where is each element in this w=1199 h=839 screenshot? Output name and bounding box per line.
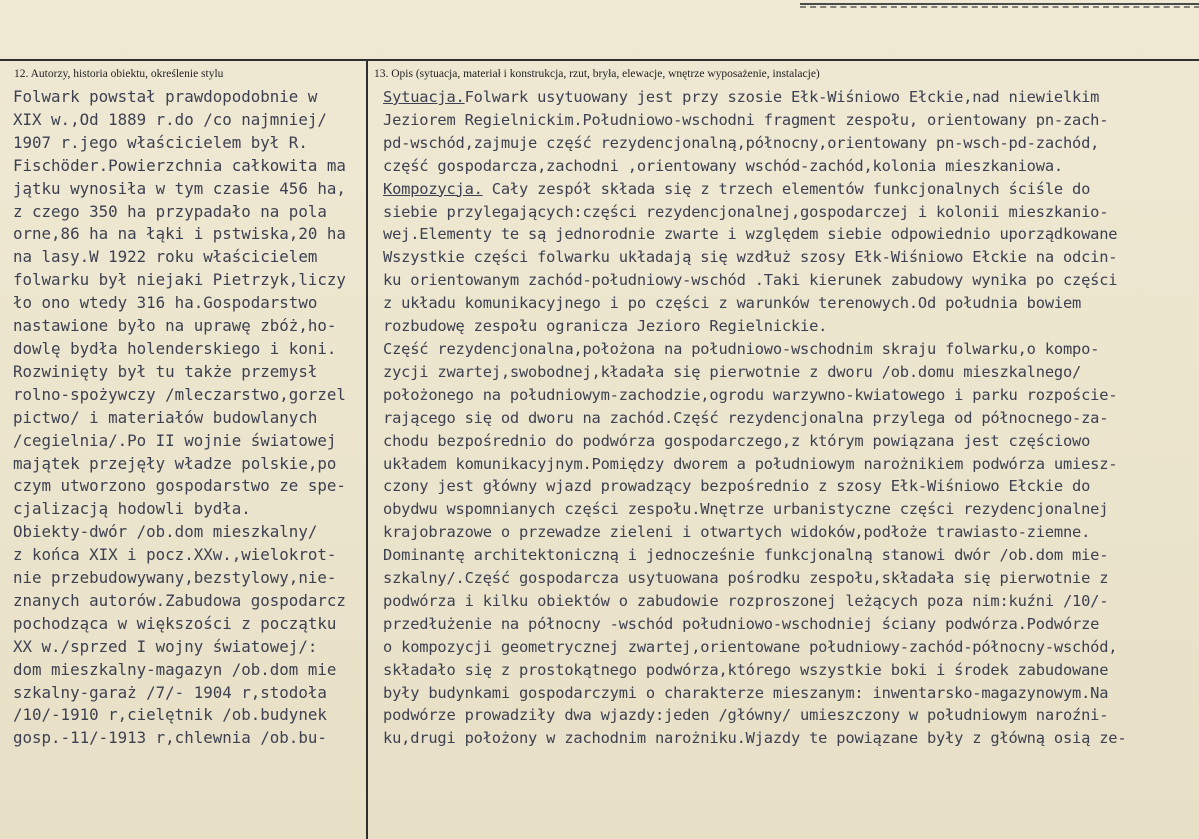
text-line: szkalny/.Część gospodarcza usytuowana pośrodku zespołu,składała się pierwotnie z — [383, 569, 1109, 588]
text-line: dowlę bydła holenderskiego i koni. — [13, 338, 337, 358]
text-line: z czego 350 ha przypadało na pola — [13, 201, 327, 221]
text-line: 1907 r.jego właścicielem był R. — [13, 132, 308, 152]
text-line: dom mieszkalny-magazyn /ob.dom mie — [13, 659, 337, 679]
text-line: jątku wynosiła w tym czasie 456 ha, — [13, 178, 346, 198]
text-line: Rozwinięty był tu także przemysł — [13, 361, 318, 381]
text-line: Obiekty-dwór /ob.dom mieszkalny/ — [13, 522, 318, 542]
text-line: na lasy.W 1922 roku właścicielem — [13, 247, 318, 267]
text-line: były budynkami gospodarczymi o charakterze mieszanym: inwentarsko-magazynowym.Na — [383, 683, 1109, 702]
text-line: zycji zwartej,swobodnej,kładała się pierwotnie z dworu /ob.domu mieszkalnego/ — [383, 362, 1082, 381]
text-line: XIX w.,Od 1889 r.do /co najmniej/ — [13, 109, 327, 129]
section-12-header: 12. Autorzy, historia obiektu, określenie stylu — [14, 68, 224, 80]
text-line: majątek przejęły władze polskie,po — [13, 453, 337, 473]
text-line: Fischöder.Powierzchnia całkowita ma — [13, 155, 346, 175]
text-line: Folwark powstał prawdopodobnie w — [13, 87, 318, 106]
kompozycja-label: Kompozycja. — [383, 179, 483, 198]
text-line: folwarku był niejaki Pietrzyk,liczy — [13, 270, 346, 290]
text-line: Jeziorem Regielnickim.Południowo-wschodni fragment zespołu, orientowany pn-zach- — [383, 110, 1109, 129]
text-line: gosp.-11/-1913 r,chlewnia /ob.bu- — [13, 728, 327, 748]
text-line: /cegielnia/.Po II wojnie światowej — [13, 430, 337, 450]
text-line: obydwu wspomnianych części zespołu.Wnętrze urbanistyczne części rezydencjonalnej — [383, 500, 1109, 519]
text-line: rozbudowę zespołu ogranicza Jezioro Regielnickie. — [383, 317, 828, 336]
text-line: podwórze prowadziły dwa wjazdy:jeden /główny/ umieszczony w południowym naroźni- — [383, 706, 1109, 725]
text-line: ku,drugi położony w zachodnim narożniku.Wjazdy te powiązane były z główną osią ze- — [383, 729, 1127, 748]
text-line: czym utworzono gospodarstwo ze spe- — [13, 476, 346, 496]
text-line: pictwo/ i materiałów budowlanych — [13, 407, 318, 427]
text-line: położonego na południowym-zachodzie,ogrodu warzywno-kwiatowego i parku rozpoście- — [383, 385, 1118, 404]
text-line: podwórza i kilku obiektów o zabudowie rozproszonej leżących poza nim:kuźni /10/- — [383, 591, 1109, 610]
text-line: ku orientowanym zachód-południowy-wschód .Taki kierunek zabudowy wynika po części — [383, 271, 1118, 290]
text-line: orne,86 ha na łąki i pstwiska,20 ha — [13, 224, 346, 244]
text-line: /10/-1910 r,cielętnik /ob.budynek — [13, 705, 327, 725]
text-line: nie przebudowywany,bezstylowy,nie- — [13, 568, 337, 588]
sytuacja-label: Sytuacja. — [383, 88, 465, 106]
text-line: z końca XIX i pocz.XXw.,wielokrot- — [13, 545, 337, 565]
text-line: Część rezydencjonalna,położona na południowo-wschodnim skraju folwarku,o kompo- — [383, 339, 1100, 358]
text-line — [383, 178, 1126, 201]
text-line: szkalny-garaż /7/- 1904 r,stodoła — [13, 682, 327, 702]
text-line: cjalizacją hodowli bydła. — [13, 499, 251, 519]
section-13-header: 13. Opis (sytuacja, materiał i konstrukcja, rzut, bryła, elewacje, wnętrze wyposażenie, instalacje) — [374, 68, 820, 80]
text-line: Wszystkie części folwarku układają się wzdłuż szosy Ełk-Wiśniowo Ełckie na odcin- — [383, 248, 1118, 267]
text-line: siebie przylegających:części rezydencjonalnej,gospodarczej i kolonii mieszkanio- — [383, 202, 1109, 221]
text-line: przedłużenie na północny -wschód południowo-wschodniej ściany podwórza.Podwórze — [383, 614, 1100, 633]
section-13-text — [383, 86, 1126, 750]
text-line: układem komunikacyjnym.Pomiędzy dworem a południowym narożnikiem podwórza umiesz- — [383, 454, 1118, 473]
text-line: wej.Elementy te są jednorodnie zwarte i względem siebie odpowiednio uporządkowane — [383, 225, 1118, 244]
text-line: składało się z prostokątnego podwórza,którego wszystkie boki i środek zabudowane — [383, 660, 1109, 679]
text-line: nastawione było na uprawę zbóż,ho- — [13, 316, 337, 336]
text-line: pochodząca w większości z początku — [13, 613, 337, 633]
sytuacja-text: Folwark usytuowany jest przy szosie Ełk-Wiśniowo Ełckie,nad niewielkim — [464, 88, 1100, 106]
text-line: ło ono wtedy 316 ha.Gospodarstwo — [13, 293, 318, 313]
text-line: czony jest główny wjazd prowadzący bezpośrednio z szosy Ełk-Wiśniowo Ełckie do — [383, 477, 1091, 496]
kompozycja-text: Cały zespół składa się z trzech elementów funkcjonalnych ściśle do — [482, 179, 1091, 198]
text-line: rolno-spożywczy /mleczarstwo,gorzel — [13, 384, 346, 404]
section-12-text — [13, 86, 346, 750]
column-divider — [366, 60, 368, 839]
text-line: część gospodarcza,zachodni ,orientowany wschód-zachód,kolonia mieszkaniowa. — [383, 156, 1063, 175]
text-line — [383, 86, 1126, 109]
text-line: Dominantę architektoniczną i jednocześnie funkcjonalną stanowi dwór /ob.dom mie- — [383, 546, 1109, 565]
text-line: krajobrazowe o przewadze zieleni i otwartych widoków,podłoże trawiasto-ziemne. — [383, 523, 1091, 542]
text-line: o kompozycji geometrycznej zwartej,orientowane południowy-zachód-północny-wschód, — [383, 637, 1118, 656]
text-line: z układu komunikacyjnego i po części z warunków terenowych.Od południa bowiem — [383, 294, 1082, 313]
text-line: XX w./sprzed I wojny światowej/: — [13, 636, 318, 656]
header-divider — [0, 59, 1199, 61]
text-line: pd-wschód,zajmuje część rezydencjonalną,północny,orientowany pn-wsch-pd-zachód, — [383, 133, 1100, 152]
text-line: chodu bezpośrednio do podwórza gospodarczego,z którym powiązana jest częściowo — [383, 431, 1091, 450]
text-line: rającego się od dworu na zachód.Część rezydencjonalna przylega od północnego-za- — [383, 408, 1109, 427]
top-edge-rule — [800, 3, 1199, 5]
text-line: znanych autorów.Zabudowa gospodarcz — [13, 590, 346, 610]
top-edge-dashed-line — [800, 6, 1199, 8]
